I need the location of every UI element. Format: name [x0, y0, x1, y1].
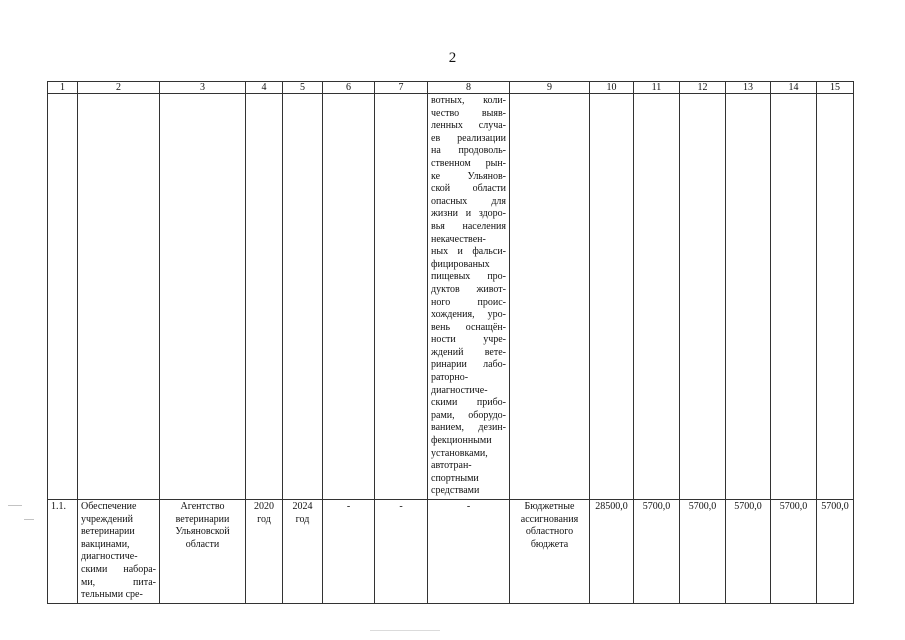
- table-row: [48, 500, 854, 604]
- text-line: рами, оборудо-: [431, 409, 506, 421]
- text-line: скими прибо-: [431, 397, 506, 409]
- scan-mark: [24, 519, 34, 520]
- program-table: [47, 81, 854, 604]
- header-cell: 14: [771, 82, 817, 94]
- text-line: ев реализации: [431, 132, 506, 144]
- text-line: автотран-: [431, 460, 472, 472]
- funding-source: Бюджетные ассигнования областного бюджета: [510, 500, 590, 604]
- header-cell: 9: [510, 82, 590, 94]
- header-cell: 13: [726, 82, 771, 94]
- text-line: средствами: [431, 485, 480, 497]
- year-amount: 5700,0: [771, 500, 817, 604]
- text-line: ке Ульянов-: [431, 170, 506, 182]
- header-row: [48, 82, 854, 94]
- page-number: 2: [448, 50, 457, 66]
- text-line: на продоволь-: [431, 145, 506, 157]
- text-line: скими набора-: [81, 563, 156, 575]
- year-amount: 5700,0: [634, 500, 680, 604]
- text-line: хождения, уро-: [431, 309, 506, 321]
- text-line: ванием, дезин-: [431, 422, 506, 434]
- header-cell: 5: [283, 82, 323, 94]
- executor: Агентство ветеринарии Ульяновской области: [160, 500, 246, 604]
- text-line: жизни и здоро-: [431, 208, 506, 220]
- header-cell: 1: [48, 82, 78, 94]
- header-cell: 10: [590, 82, 634, 94]
- text-line: фекционными: [431, 435, 492, 447]
- text-line: раторно-: [431, 372, 469, 384]
- text-line: чество выяв-: [431, 107, 506, 119]
- text-line: установками,: [431, 447, 488, 459]
- text-line: ветеринарии: [81, 526, 135, 538]
- scan-mark: [8, 505, 22, 506]
- header-cell: 7: [375, 82, 428, 94]
- text-line: дуктов живот-: [431, 283, 506, 295]
- year-amount: 5700,0: [817, 500, 854, 604]
- text-line: ных и фальси-: [431, 246, 506, 258]
- text-line: фицированых: [431, 258, 490, 270]
- text-line: Обеспечение: [81, 501, 137, 512]
- col7-value: -: [375, 500, 428, 604]
- col8-value: -: [428, 500, 510, 604]
- measure-name: [81, 501, 156, 602]
- header-cell: 8: [428, 82, 510, 94]
- text-line: ждений вете-: [431, 346, 506, 358]
- indicator-description-cell: [428, 94, 510, 500]
- header-cell: 3: [160, 82, 246, 94]
- scan-mark: [370, 630, 440, 631]
- indicator-description: [431, 95, 506, 498]
- text-line: ности учре-: [431, 334, 506, 346]
- text-line: учреждений: [81, 513, 133, 525]
- start-year: 2020 год: [246, 500, 283, 604]
- text-line: вень оснащён-: [431, 321, 506, 333]
- header-cell: 4: [246, 82, 283, 94]
- text-line: ринарии лабо-: [431, 359, 506, 371]
- text-line: вакцинами,: [81, 538, 130, 550]
- text-line: ного проис-: [431, 296, 506, 308]
- text-line: ской области: [431, 183, 506, 195]
- text-line: некачествен-: [431, 233, 486, 245]
- end-year: 2024 год: [283, 500, 323, 604]
- header-cell: 11: [634, 82, 680, 94]
- continuation-row: [48, 94, 854, 500]
- text-line: опасных для: [431, 195, 506, 207]
- year-amount: 5700,0: [726, 500, 771, 604]
- text-line: спортными: [431, 472, 479, 484]
- row-number: 1.1.: [48, 500, 78, 604]
- year-amount: 5700,0: [680, 500, 726, 604]
- text-line: пищевых про-: [431, 271, 506, 283]
- text-line: вотных, коли-: [431, 95, 506, 106]
- total-amount: 28500,0: [590, 500, 634, 604]
- col6-value: -: [323, 500, 375, 604]
- text-line: диагностиче-: [81, 551, 138, 563]
- text-line: ственном рын-: [431, 157, 506, 169]
- text-line: диагностиче-: [431, 384, 488, 396]
- text-line: тельными сре-: [81, 589, 143, 601]
- text-line: вья населения: [431, 220, 506, 232]
- header-cell: 2: [78, 82, 160, 94]
- header-cell: 15: [817, 82, 854, 94]
- measure-name-cell: [78, 500, 160, 604]
- header-cell: 12: [680, 82, 726, 94]
- text-line: ми, пита-: [81, 576, 156, 588]
- header-cell: 6: [323, 82, 375, 94]
- text-line: ленных случа-: [431, 120, 506, 132]
